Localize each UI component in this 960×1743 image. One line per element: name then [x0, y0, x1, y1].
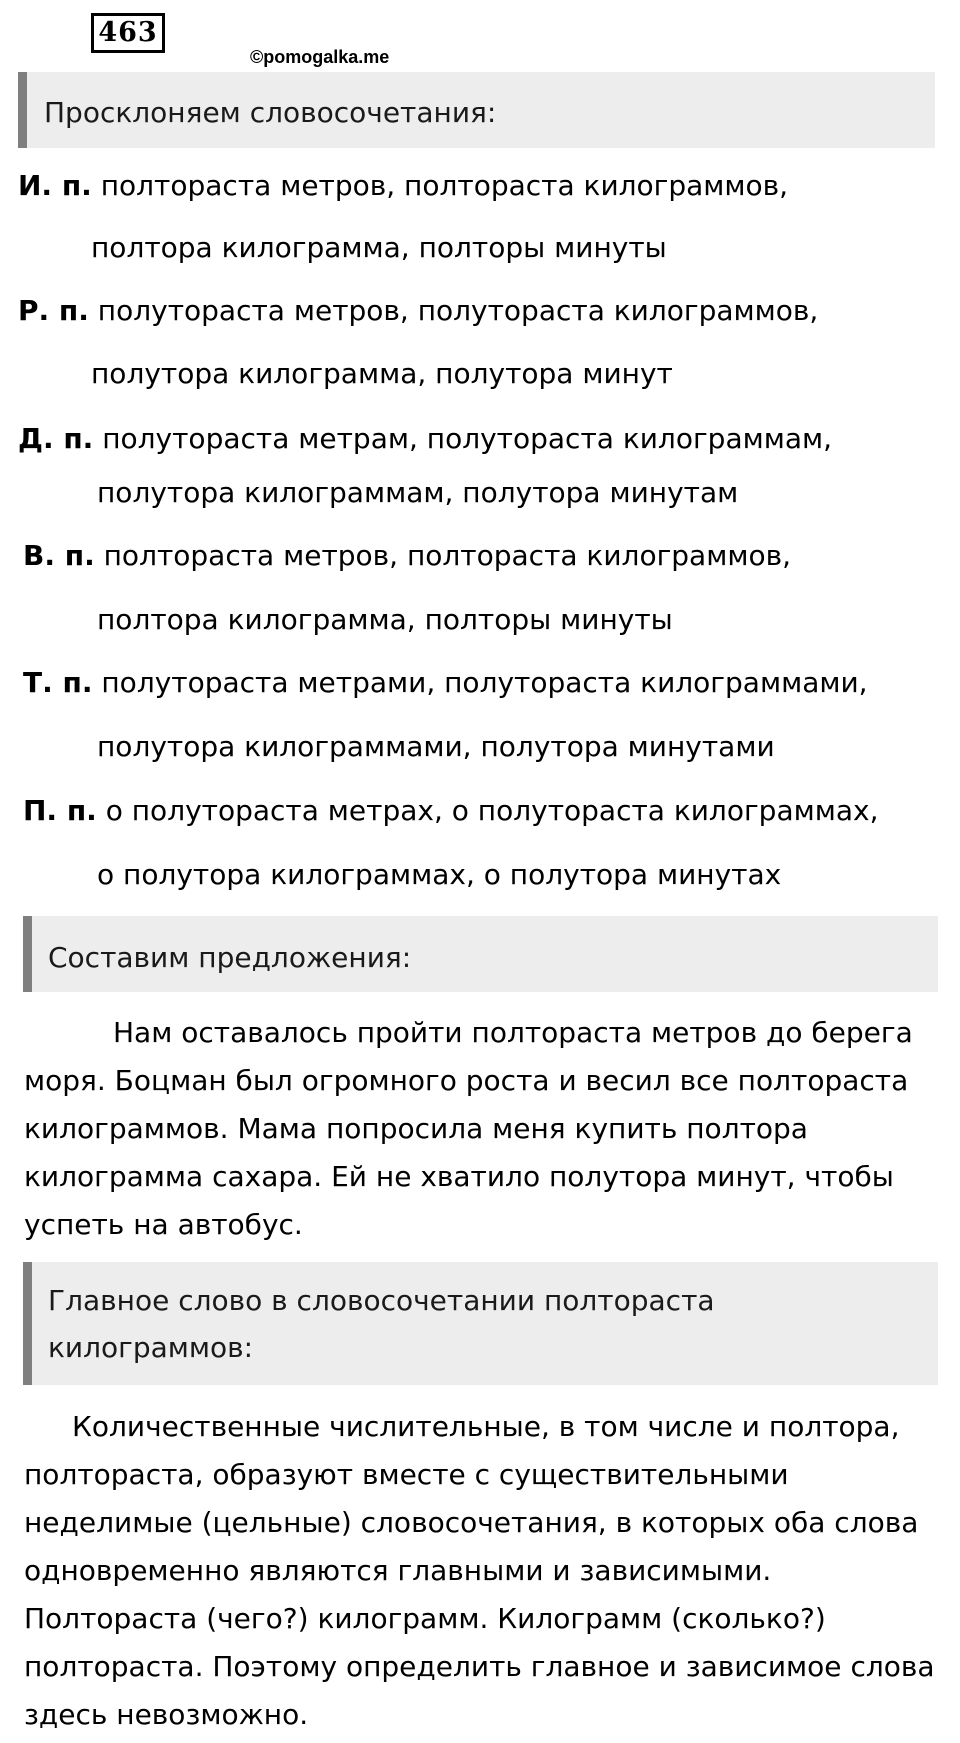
- case-abbr: Д. п.: [18, 422, 94, 455]
- paragraph-line: килограмма сахара. Ей не хватило полутора минут, чтобы: [24, 1160, 894, 1193]
- task-number-box: 463: [91, 13, 165, 53]
- case-forms: полутора килограммами, полутора минутами: [97, 730, 775, 763]
- section-heading-decline: [18, 72, 935, 148]
- case-row-nominative-cont: [91, 228, 667, 268]
- section-heading-text: Главное слово в словосочетании полтораста: [48, 1284, 715, 1317]
- paragraph-line: килограммов. Мама попросила меня купить полтора: [24, 1112, 808, 1145]
- case-row-genitive-cont: [91, 354, 673, 394]
- section-heading-text: Просклоняем словосочетания:: [44, 96, 497, 129]
- case-row-prepositional-cont: [97, 855, 781, 895]
- case-abbr: И. п.: [18, 169, 92, 202]
- paragraph-line: Количественные числительные, в том числе и полтора,: [72, 1410, 900, 1443]
- case-forms: полтораста метров, полтораста килограммов,: [100, 169, 789, 202]
- case-abbr: Р. п.: [18, 294, 89, 327]
- case-row-instrumental-cont: [97, 727, 775, 767]
- case-abbr: В. п.: [23, 539, 95, 572]
- case-row-dative: [18, 419, 832, 459]
- case-row-dative-cont: [97, 473, 738, 513]
- case-row-instrumental: [23, 663, 868, 703]
- case-abbr: Т. п.: [23, 666, 93, 699]
- case-row-genitive: [18, 291, 818, 331]
- watermark: ©pomogalka.me: [250, 47, 390, 67]
- case-forms: полутора килограммам, полутора минутам: [97, 476, 739, 509]
- paragraph-line: Полтораста (чего?) килограмм. Килограмм (сколько?): [24, 1602, 826, 1635]
- case-forms: полутораста метрами, полутораста килограммами,: [101, 666, 868, 699]
- paragraph-line: успеть на автобус.: [24, 1208, 303, 1241]
- case-forms: полтора килограмма, полторы минуты: [97, 603, 673, 636]
- explanation-paragraph: [24, 1403, 954, 1739]
- case-row-nominative: [18, 166, 788, 206]
- case-forms: полтораста метров, полтораста килограммов,: [103, 539, 791, 572]
- paragraph-line: одновременно являются главными и зависимыми.: [24, 1554, 772, 1587]
- paragraph-line: Нам оставалось пройти полтораста метров до берега: [113, 1016, 913, 1049]
- section-heading-text: килограммов:: [48, 1331, 254, 1364]
- case-abbr: П. п.: [23, 794, 97, 827]
- case-forms: полутораста метров, полутораста килограммов,: [97, 294, 819, 327]
- case-forms: полутора килограмма, полутора минут: [91, 357, 673, 390]
- case-forms: полтора килограмма, полторы минуты: [91, 231, 667, 264]
- case-forms: о полутораста метрах, о полутораста килограммах,: [105, 794, 879, 827]
- section-heading-text: Составим предложения:: [48, 941, 412, 974]
- paragraph-line: моря. Боцман был огромного роста и весил все полтораста: [24, 1064, 909, 1097]
- paragraph-line: полтораста. Поэтому определить главное и зависимое слова: [24, 1650, 935, 1683]
- sentences-paragraph: [24, 1009, 954, 1249]
- section-heading-sentences: [23, 916, 938, 992]
- case-row-accusative-cont: [97, 600, 673, 640]
- paragraph-line: неделимые (цельные) словосочетания, в которых оба слова: [24, 1506, 919, 1539]
- section-heading-main-word: [23, 1262, 938, 1385]
- case-row-prepositional: [23, 791, 878, 831]
- paragraph-line: полтораста, образуют вместе с существительными: [24, 1458, 789, 1491]
- case-forms: полутораста метрам, полутораста килограммам,: [102, 422, 833, 455]
- case-row-accusative: [23, 536, 791, 576]
- paragraph-line: здесь невозможно.: [24, 1698, 309, 1731]
- case-forms: о полутора килограммах, о полутора минутах: [97, 858, 782, 891]
